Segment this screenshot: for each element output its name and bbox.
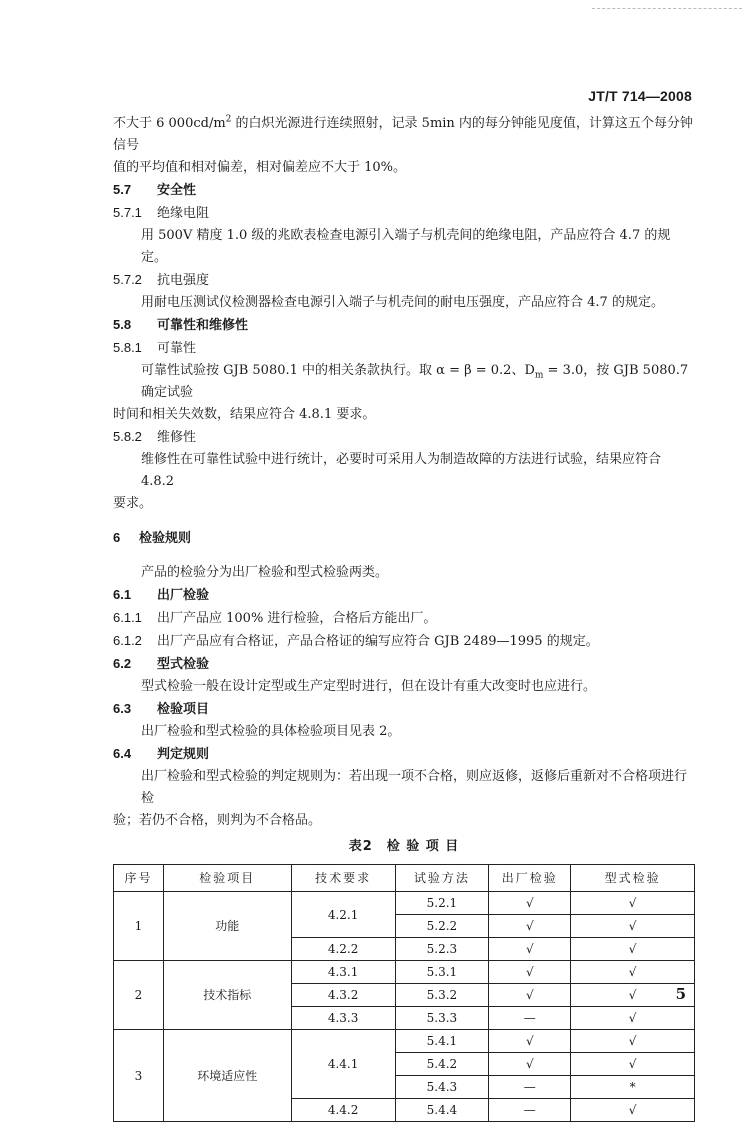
factory-check-cell: √ — [489, 892, 571, 915]
section-6-4-body-2: 验；若仍不合格，则判为不合格品。 — [113, 813, 322, 828]
method-cell: 5.4.3 — [395, 1076, 489, 1099]
section-6-heading: 6 检验规则 — [113, 530, 192, 546]
group-no-cell: 1 — [114, 892, 164, 961]
method-cell: 5.3.1 — [395, 961, 489, 984]
intro-line-1: 不大于 6 $000cd/m^2$ 的白炽光源进行连续照射，记录 5min 内的每分钟能见度值，计算这五个每分钟信号 — [113, 114, 693, 153]
requirement-cell: 4.4.1 — [291, 1030, 395, 1099]
section-6-4-body-1: 出厂检验和型式检验的判定规则为：若出现一项不合格，则应返修，返修后重新对不合格项进行检 — [141, 769, 688, 806]
section-6-3-body: 出厂检验和型式检验的具体检验项目见表 2。 — [141, 724, 401, 739]
section-5-8-1-body-1: 可靠性试验按 GJB 5080.1 中的相关条款执行。取 α = β = 0.2、$D_m = 3.0$，按 GJB 5080.7 确定试验 — [141, 363, 689, 400]
section-6-body: 产品的检验分为出厂检验和型式检验两类。 — [141, 565, 389, 580]
type-check-cell: * — [571, 1076, 695, 1099]
requirement-cell: 4.3.1 — [291, 961, 395, 984]
factory-check-cell: — — [489, 1007, 571, 1030]
requirement-cell: 4.2.1 — [291, 892, 395, 938]
type-check-cell: √ — [571, 938, 695, 961]
type-check-cell: √ — [571, 961, 695, 984]
section-5-8-heading: 5.8 可靠性和维修性 — [113, 317, 249, 333]
col-header-method: 试验方法 — [395, 865, 489, 892]
requirement-cell: 4.2.2 — [291, 938, 395, 961]
group-item-cell: 功能 — [163, 892, 291, 961]
section-5-8-2-body-1: 维修性在可靠性试验中进行统计，必要时可采用人为制造故障的方法进行试验，结果应符合 4.8.2 — [141, 452, 662, 489]
standard-code-header: JT/T 714—2008 — [588, 88, 692, 104]
intro-line-2: 值的平均值和相对偏差，相对偏差应不大于 10%。 — [113, 160, 407, 175]
table-row — [114, 1030, 695, 1053]
col-header-factory: 出厂检验 — [489, 865, 571, 892]
col-header-item: 检验项目 — [163, 865, 291, 892]
requirement-cell: 4.3.2 — [291, 984, 395, 1007]
col-header-requirement: 技术要求 — [291, 865, 395, 892]
method-cell: 5.3.3 — [395, 1007, 489, 1030]
page-number: 5 — [675, 985, 686, 1003]
method-cell: 5.4.4 — [395, 1099, 489, 1122]
requirement-cell: 4.4.2 — [291, 1099, 395, 1122]
factory-check-cell: √ — [489, 984, 571, 1007]
table-row — [114, 892, 695, 915]
group-item-cell: 技术指标 — [163, 961, 291, 1030]
factory-check-cell: √ — [489, 961, 571, 984]
type-check-cell: √ — [571, 915, 695, 938]
section-5-8-2-heading: 5.8.2 维修性 — [113, 429, 197, 445]
section-5-7-heading: 5.7 安全性 — [113, 182, 197, 198]
section-6-1-heading: 6.1 出厂检验 — [113, 587, 210, 603]
document-body — [113, 113, 695, 1122]
type-check-cell: √ — [571, 984, 695, 1007]
type-check-cell: √ — [571, 1030, 695, 1053]
type-check-cell: √ — [571, 1099, 695, 1122]
type-check-cell: √ — [571, 1007, 695, 1030]
requirement-cell: 4.3.3 — [291, 1007, 395, 1030]
factory-check-cell: — — [489, 1076, 571, 1099]
section-5-8-2-body-2: 要求。 — [113, 496, 153, 511]
col-header-type: 型式检验 — [571, 865, 695, 892]
inspection-items-table — [113, 864, 695, 1122]
factory-check-cell: √ — [489, 1030, 571, 1053]
group-no-cell: 2 — [114, 961, 164, 1030]
section-6-2-body: 型式检验一般在设计定型或生产定型时进行，但在设计有重大改变时也应进行。 — [141, 679, 597, 694]
group-item-cell: 环境适应性 — [163, 1030, 291, 1122]
factory-check-cell: — — [489, 1099, 571, 1122]
method-cell: 5.4.1 — [395, 1030, 489, 1053]
section-6-3-heading: 6.3 检验项目 — [113, 701, 210, 717]
section-5-7-2-body: 用耐电压测试仪检测器检查电源引入端子与机壳间的耐电压强度，产品应符合 4.7 的规定。 — [141, 295, 664, 310]
method-cell: 5.4.2 — [395, 1053, 489, 1076]
section-5-7-1-body: 用 500V 精度 1.0 级的兆欧表检查电源引入端子与机壳间的绝缘电阻，产品应符合 4.7 的规定。 — [141, 228, 671, 265]
col-header-no: 序号 — [114, 865, 164, 892]
factory-check-cell: √ — [489, 915, 571, 938]
method-cell: 5.2.1 — [395, 892, 489, 915]
factory-check-cell: √ — [489, 1053, 571, 1076]
type-check-cell: √ — [571, 1053, 695, 1076]
section-5-7-2-heading: 5.7.2 抗电强度 — [113, 272, 210, 288]
top-edge-mark — [592, 8, 742, 10]
section-6-1-2: 6.1.2 出厂产品应有合格证，产品合格证的编写应符合 GJB 2489—1995 的规定。 — [113, 633, 599, 649]
section-6-2-heading: 6.2 型式检验 — [113, 656, 210, 672]
factory-check-cell: √ — [489, 938, 571, 961]
group-no-cell: 3 — [114, 1030, 164, 1122]
section-5-7-1-heading: 5.7.1 绝缘电阻 — [113, 205, 210, 221]
method-cell: 5.2.3 — [395, 938, 489, 961]
section-6-1-1: 6.1.1 出厂产品应 100% 进行检验，合格后方能出厂。 — [113, 610, 437, 626]
method-cell: 5.2.2 — [395, 915, 489, 938]
table-row — [114, 961, 695, 984]
table-caption: 表2 检 验 项 目 — [348, 839, 460, 854]
section-5-8-1-heading: 5.8.1 可靠性 — [113, 340, 197, 356]
table-header-row — [114, 865, 695, 892]
section-6-4-heading: 6.4 判定规则 — [113, 746, 210, 762]
method-cell: 5.3.2 — [395, 984, 489, 1007]
type-check-cell: √ — [571, 892, 695, 915]
section-5-8-1-body-2: 时间和相关失效数，结果应符合 4.8.1 要求。 — [113, 407, 376, 422]
